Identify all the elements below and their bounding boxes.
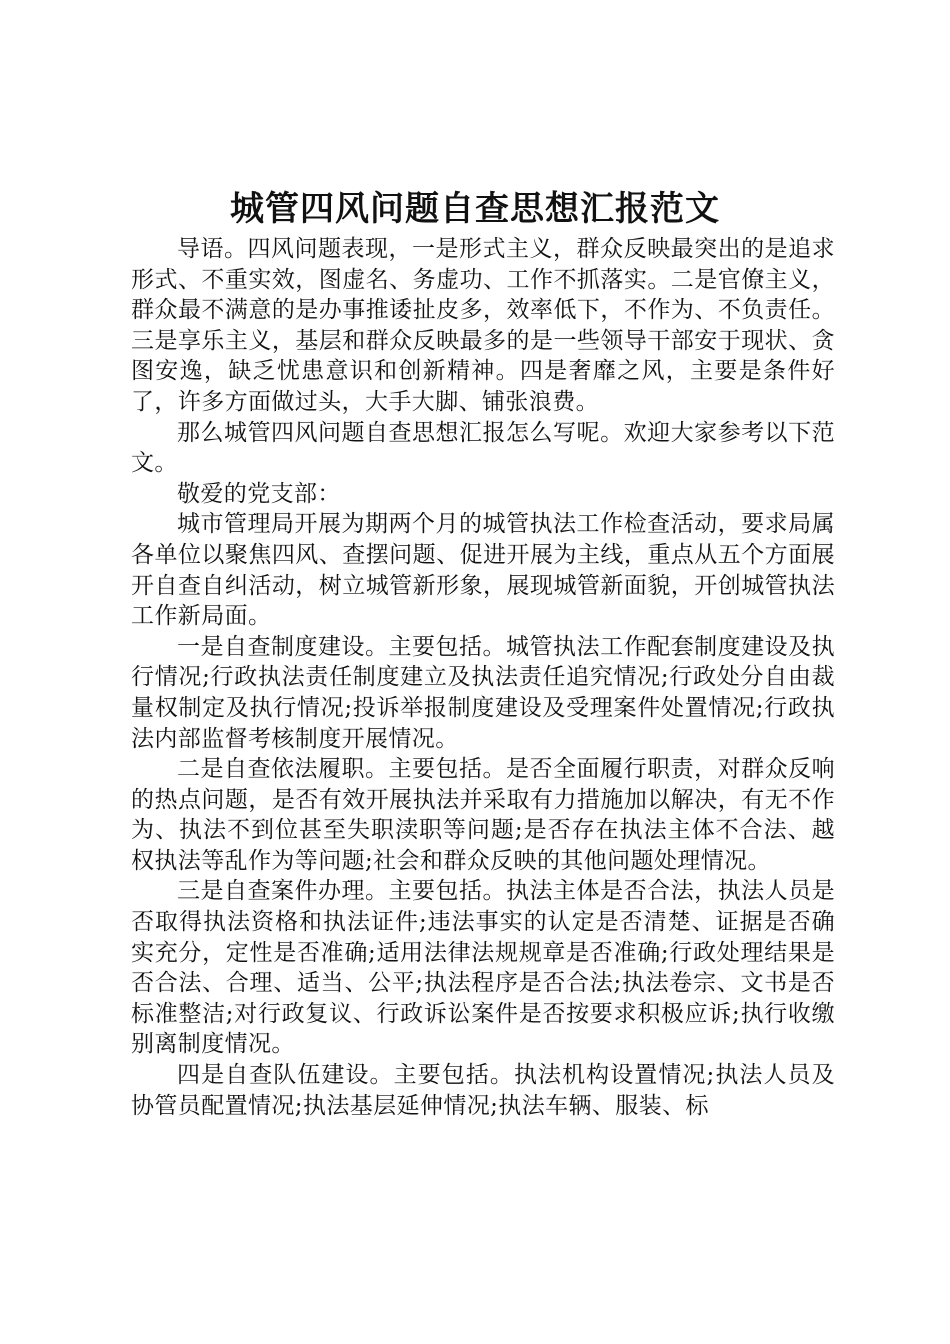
paragraph-item-1: 一是自查制度建设。主要包括。城管执法工作配套制度建设及执行情况;行政执法责任制度建立及执法责任追究情况;行政处分自由裁量权制定及执行情况;投诉举报制度建设及受理案件处置情况;行政执法内部监督考核制度开展情况。 <box>131 633 835 752</box>
paragraph-lead-in: 那么城管四风问题自查思想汇报怎么写呢。欢迎大家参考以下范文。 <box>131 419 835 477</box>
document-body <box>131 234 835 1121</box>
paragraph-item-3: 三是自查案件办理。主要包括。执法主体是否合法，执法人员是否取得执法资格和执法证件;违法事实的认定是否清楚、证据是否确实充分，定性是否准确;适用法律法规规章是否准确;行政处理结果是否合法、合理、适当、公平;执法程序是否合法;执法卷宗、文书是否标准整洁;对行政复议、行政诉讼案件是否按要求积极应诉;执行收缴别离制度情况。 <box>131 878 835 1058</box>
document-title: 城管四风问题自查思想汇报范文 <box>230 189 720 229</box>
paragraph-overview: 城市管理局开展为期两个月的城管执法工作检查活动，要求局属各单位以聚焦四风、查摆问题、促进开展为主线，重点从五个方面展开自查自纠活动，树立城管新形象，展现城管新面貌，开创城管执法工作新局面。 <box>131 511 835 630</box>
paragraph-salutation: 敬爱的党支部： <box>177 480 341 507</box>
paragraph-item-2: 二是自查依法履职。主要包括。是否全面履行职责，对群众反响的热点问题，是否有效开展执法并采取有力措施加以解决，有无不作为、执法不到位甚至失职渎职等问题;是否存在执法主体不合法、越权执法等乱作为等问题;社会和群众反映的其他问题处理情况。 <box>131 756 835 874</box>
paragraph-item-4: 四是自查队伍建设。主要包括。执法机构设置情况;执法人员及协管员配置情况;执法基层延伸情况;执法车辆、服装、标 <box>131 1062 835 1119</box>
paragraph-intro: 导语。四风问题表现，一是形式主义，群众反映最突出的是追求形式、不重实效，图虚名、务虚功、工作不抓落实。二是官僚主义，群众最不满意的是办事推诿扯皮多，效率低下，不作为、不负责任。三是享乐主义，基层和群众反映最多的是一些领导干部安于现状、贪图安逸，缺乏忧患意识和创新精神。四是奢靡之风，主要是条件好了，许多方面做过头，大手大脚、铺张浪费。 <box>131 236 835 415</box>
